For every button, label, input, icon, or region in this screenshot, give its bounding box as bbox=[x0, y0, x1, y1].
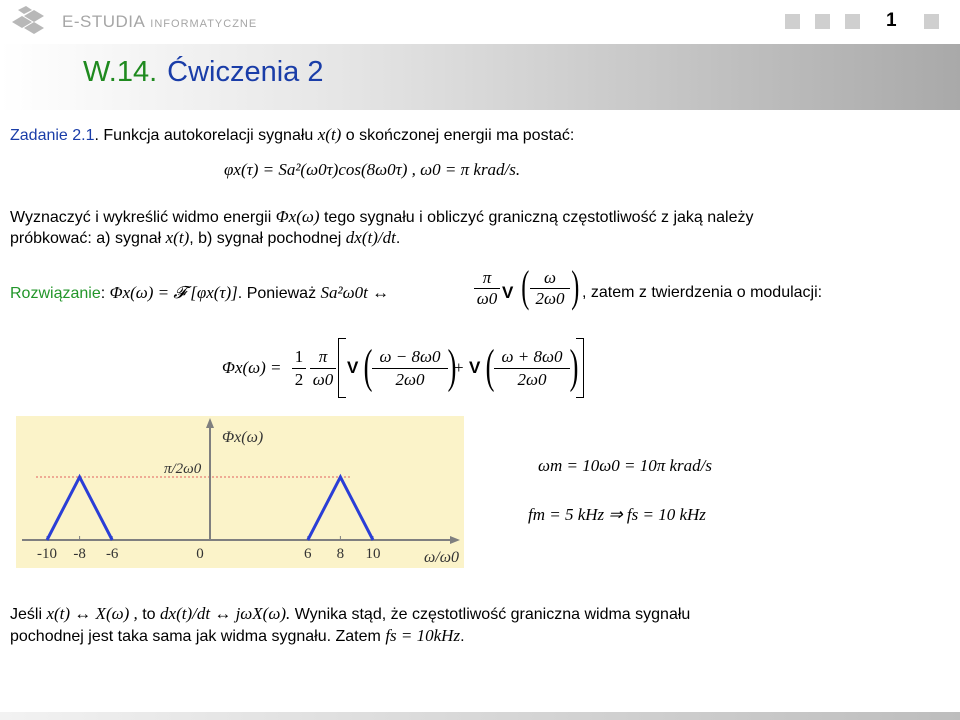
v-symbol-3: V bbox=[469, 358, 481, 377]
paren-right-2: ) bbox=[447, 340, 457, 393]
frac-omega: ω bbox=[543, 268, 556, 287]
conclusion-if: Jeśli bbox=[10, 606, 43, 623]
x-tick-label-4: 6 bbox=[304, 546, 312, 562]
title-text: Ćwiczenia 2 bbox=[167, 56, 324, 88]
conclusion-line-1 bbox=[10, 604, 690, 625]
frac-pi-omega0 bbox=[474, 268, 500, 309]
frac-plus bbox=[494, 346, 570, 391]
paren-right-3: ) bbox=[569, 340, 579, 393]
spectrum-chart bbox=[16, 416, 464, 568]
y-axis-label: Φx(ω) bbox=[222, 429, 264, 446]
conclusion-line2-b: . bbox=[460, 628, 465, 645]
x-tick-label-2: -6 bbox=[105, 546, 119, 562]
paren-left-2: ( bbox=[363, 340, 373, 393]
task-line-2 bbox=[10, 207, 754, 228]
frac-minus-den: 2ω0 bbox=[372, 368, 448, 391]
frac-omega-2omega0 bbox=[530, 268, 570, 309]
x-tick-label-1: -8 bbox=[73, 546, 86, 562]
solution-conclusion: , zatem z twierdzenia o modulacji: bbox=[582, 284, 823, 301]
v-symbol-2: V bbox=[347, 358, 359, 377]
task-label: Zadanie 2.1 bbox=[10, 127, 95, 144]
task-line3-b: , b) sygnał pochodnej bbox=[189, 230, 342, 247]
frac-plus-den: 2ω0 bbox=[494, 368, 570, 391]
paren-right: ) bbox=[571, 262, 580, 311]
task-signal-2: x(t) bbox=[165, 228, 190, 247]
x-tick-label-5: 8 bbox=[336, 546, 345, 562]
header-bar bbox=[0, 0, 960, 44]
task-signal: x(t) bbox=[317, 125, 342, 144]
frac-2omega0: 2ω0 bbox=[530, 288, 570, 309]
bottom-bar bbox=[0, 712, 960, 720]
task-intro: . Funkcja autokorelacji sygnału bbox=[94, 127, 314, 144]
bracket-left bbox=[338, 338, 346, 398]
brand-main: E-STUDIA bbox=[62, 12, 146, 31]
solution-eq1: Φx(ω) = 𝓕 [φx(τ)] bbox=[109, 283, 238, 302]
fs-value: fs = 10kHz bbox=[385, 626, 461, 645]
frac-omega0: ω0 bbox=[474, 288, 500, 309]
nav-square-2[interactable] bbox=[815, 14, 830, 29]
autocorrelation-formula: φx(τ) = Sa²(ω0τ)cos(8ω0τ) , ω0 = π krad/s. bbox=[224, 160, 521, 179]
frac-pi: π bbox=[482, 268, 492, 287]
v-symbol: V bbox=[502, 283, 514, 302]
conclusion-to: to bbox=[142, 606, 156, 623]
task-dot: . bbox=[395, 230, 401, 247]
nav-square-next[interactable] bbox=[924, 14, 939, 29]
brand-sub: INFORMATYCZNE bbox=[150, 18, 258, 30]
task-line-1 bbox=[10, 125, 574, 146]
conclusion-line2-a: pochodnej jest taka sama jak widma sygnału. Zatem bbox=[10, 628, 381, 645]
logo-icon bbox=[10, 4, 50, 38]
solution-label: Rozwiązanie bbox=[10, 285, 101, 302]
fm-result: fm = 5 kHz ⇒ fs = 10 kHz bbox=[528, 505, 706, 524]
frac-minus-num: ω − 8ω0 bbox=[379, 347, 441, 366]
half-den: 2 bbox=[292, 368, 306, 391]
plus-sign: + bbox=[454, 358, 464, 377]
nav-square-3[interactable] bbox=[845, 14, 860, 29]
solution-colon: : bbox=[100, 285, 106, 302]
peak-label: π/2ω0 bbox=[164, 461, 202, 477]
solution-sa-term: Sa²ω0t ↔ bbox=[320, 283, 390, 302]
task-line2-a: Wyznaczyć i wykreślić widmo energii bbox=[10, 209, 272, 226]
solution-because: . Ponieważ bbox=[237, 285, 317, 302]
nav-square-1[interactable] bbox=[785, 14, 800, 29]
frac-minus bbox=[372, 346, 448, 391]
phi-symbol: Φx(ω) bbox=[275, 207, 320, 226]
frac2-pi: π bbox=[318, 347, 328, 366]
paren-left-3: ( bbox=[485, 340, 495, 393]
brand-name bbox=[62, 12, 257, 32]
x-tick-label-3: 0 bbox=[196, 546, 204, 562]
conclusion-line1-b: Wynika stąd, że częstotliwość graniczna widma sygnału bbox=[294, 606, 691, 623]
conclusion-line-2 bbox=[10, 626, 465, 647]
half-num: 1 bbox=[294, 347, 304, 366]
phi-eq-label: Φx(ω) = bbox=[222, 358, 282, 377]
omega-m-result: ωm = 10ω0 = 10π krad/s bbox=[538, 456, 712, 475]
page-number: 1 bbox=[886, 10, 897, 31]
title-number: W.14. bbox=[83, 56, 158, 88]
page-title bbox=[83, 56, 324, 89]
task-derivative: dx(t)/dt bbox=[345, 228, 396, 247]
solution-line bbox=[10, 283, 389, 304]
fourier-pair-1: x(t) ↔ X(ω) , bbox=[46, 604, 138, 623]
task-line-3 bbox=[10, 228, 400, 249]
x-tick-label-6: 10 bbox=[365, 546, 381, 562]
frac2-omega0: ω0 bbox=[310, 368, 336, 391]
frac-plus-num: ω + 8ω0 bbox=[501, 347, 563, 366]
frac-half bbox=[292, 346, 306, 391]
x-tick-label-0: -10 bbox=[37, 546, 57, 562]
task-line3-a: próbkować: a) sygnał bbox=[10, 230, 162, 247]
task-line2-b: tego sygnału i obliczyć graniczną częstotliwość z jaką należy bbox=[323, 209, 754, 226]
task-intro-end: o skończonej energii ma postać: bbox=[345, 127, 575, 144]
frac-pi-omega0-2 bbox=[310, 346, 336, 391]
paren-left: ( bbox=[521, 262, 530, 311]
x-axis-label: ω/ω0 bbox=[424, 549, 460, 566]
bracket-right bbox=[576, 338, 584, 398]
fourier-pair-2: dx(t)/dt ↔ jωX(ω). bbox=[160, 604, 291, 623]
